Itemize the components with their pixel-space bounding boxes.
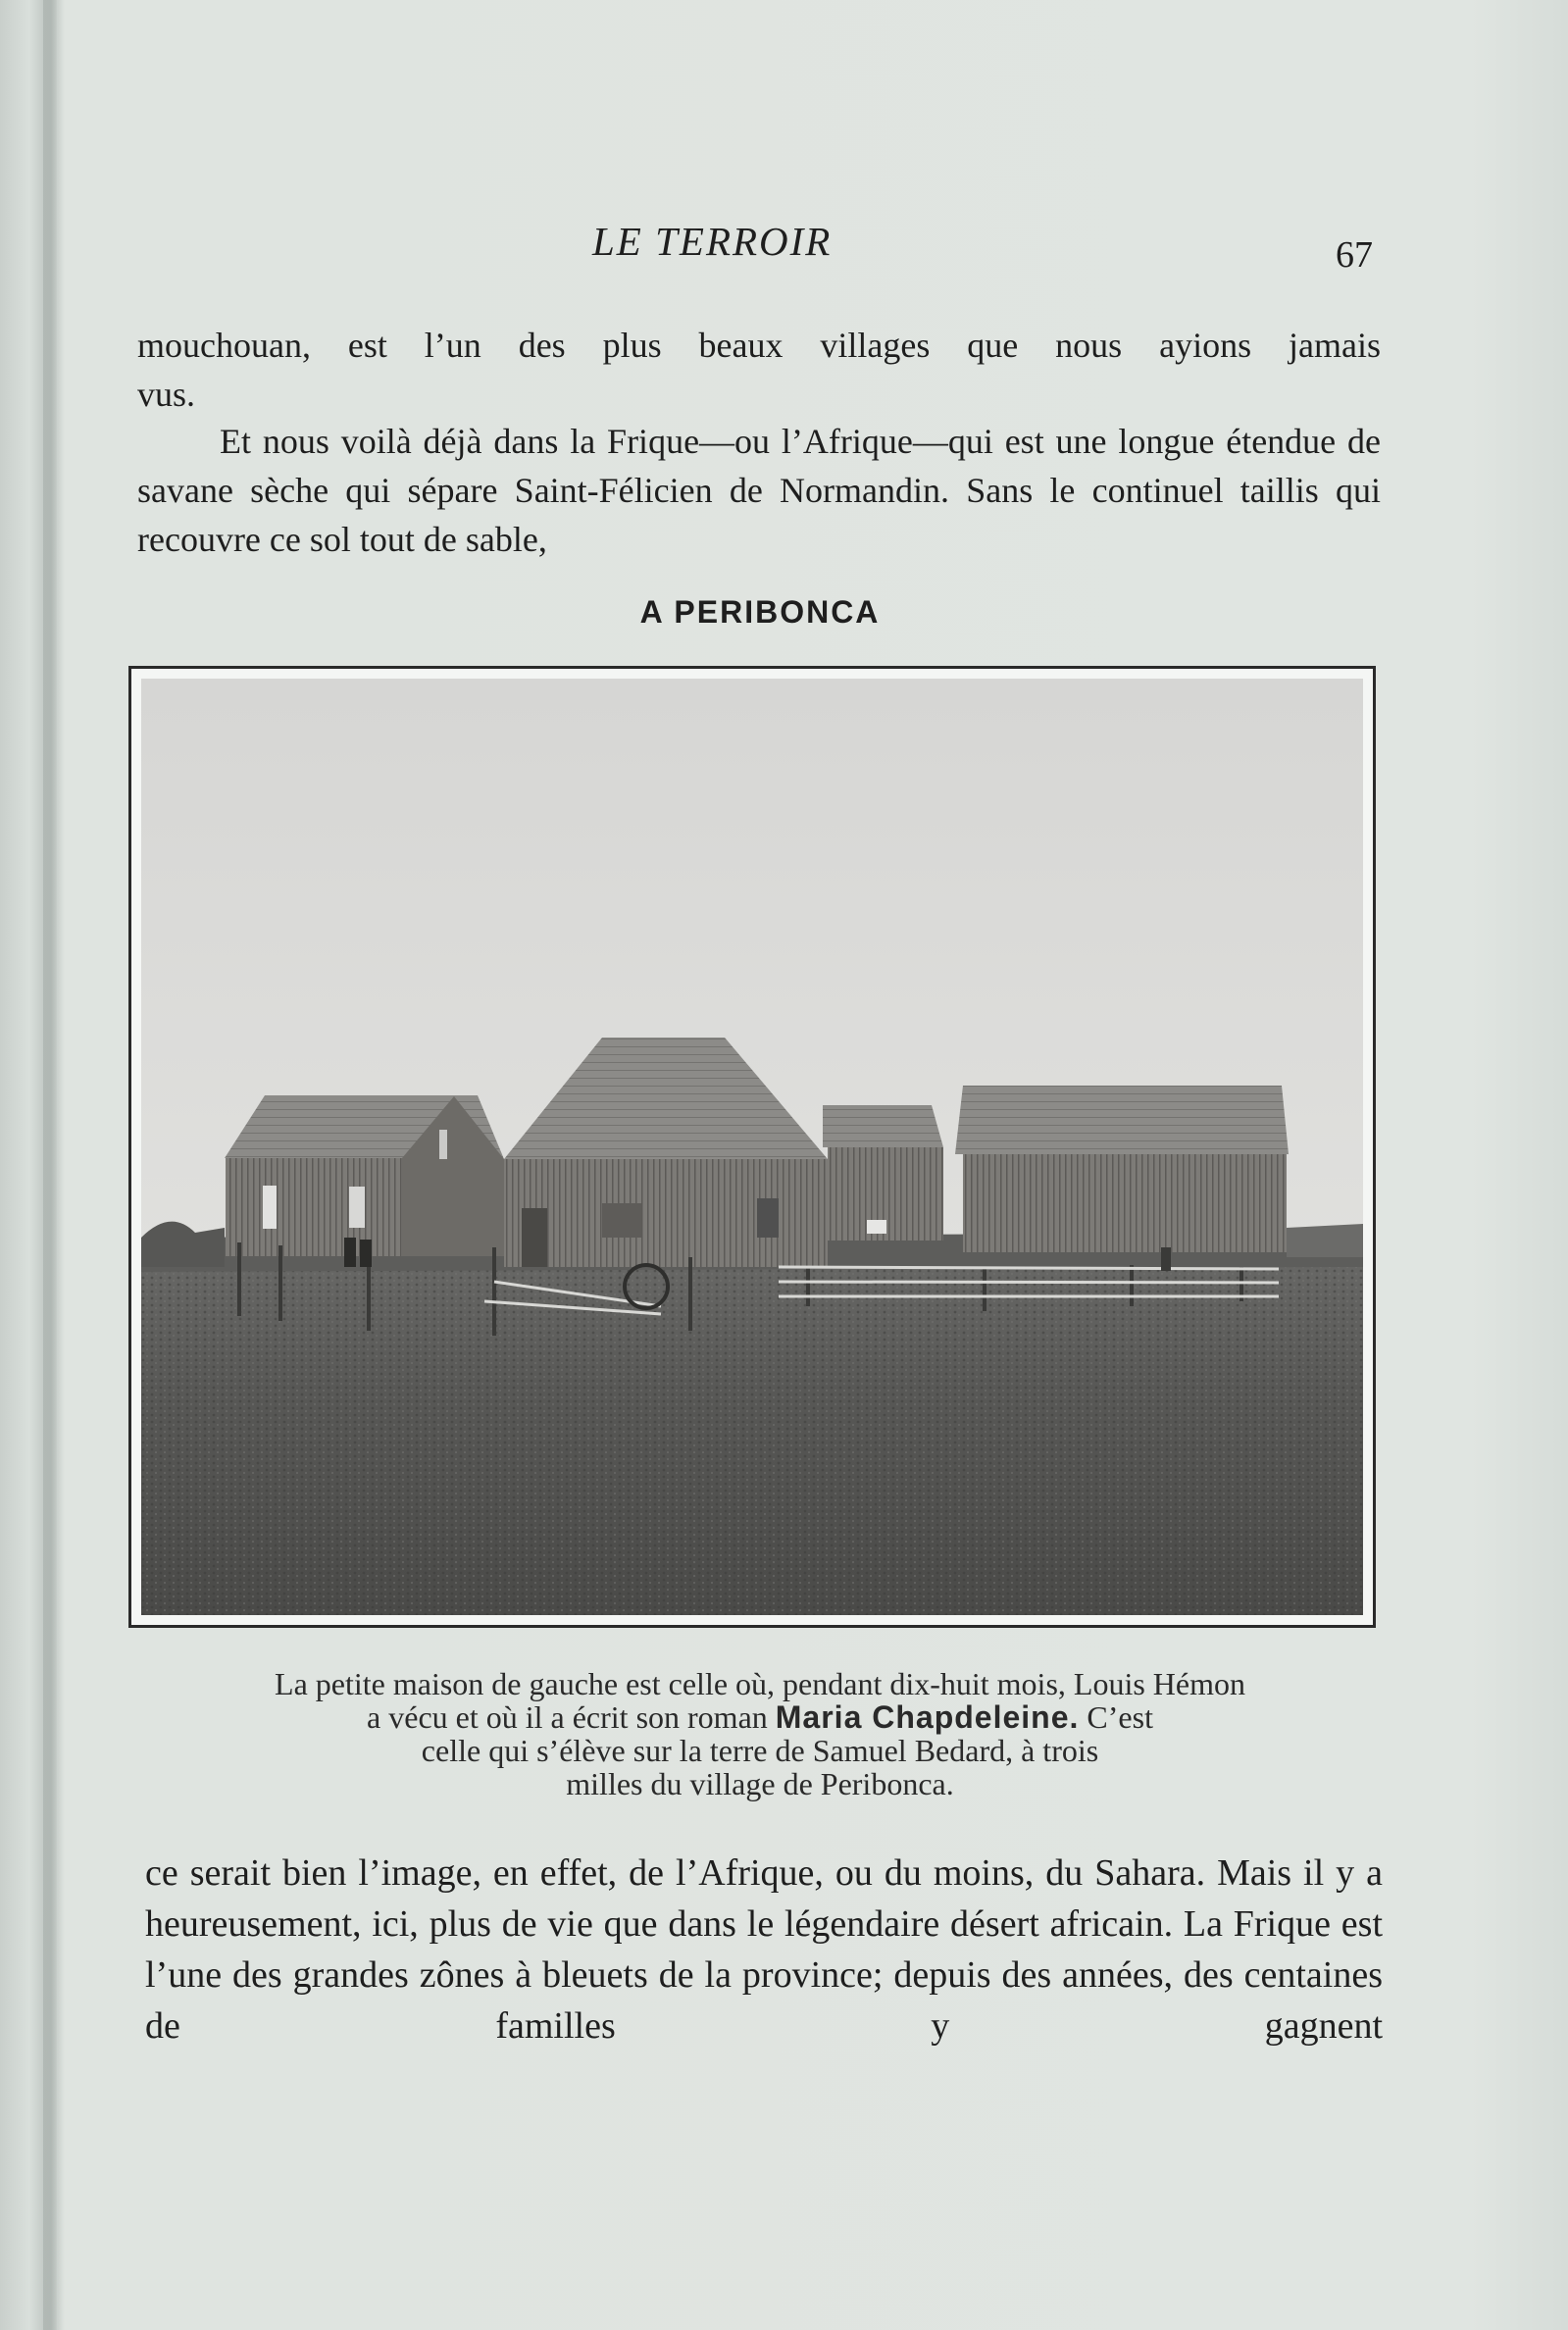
paragraph-continued-end (137, 370, 1381, 419)
barn-roof (955, 1086, 1289, 1154)
novel-title: Maria Chapdeleine. (775, 1699, 1080, 1735)
caption-line-1: La petite maison de gauche est celle où, pendant dix-huit mois, Louis Hémon (275, 1666, 1245, 1701)
caption-line-2-start: a vécu et où il a écrit son roman (367, 1699, 768, 1735)
caption-line-3: celle qui s’élève sur la terre de Samuel Bedard, à trois (421, 1733, 1099, 1768)
paragraph-1-line-1: mouchouan, est l’un des plus beaux villages que nous ayions jamais (137, 326, 1381, 365)
book-gutter-shadow (43, 0, 57, 2330)
paragraph-sahara: ce serait bien l’image, en effet, de l’Afrique, ou du moins, du Sahara. Mais il y a heureusement, ici, plus de vie que dans le légendaire désert africain. La Frique est l’une des grandes zônes à bleuets de la province; depuis des années, des centaines de familles y gagnent (145, 1852, 1383, 2047)
figure-title: A PERIBONCA (639, 594, 881, 630)
paragraph-continued (137, 321, 1381, 370)
paragraph-frique: Et nous voilà déjà dans la Frique—ou l’Afrique—qui est une longue étendue de savane sèche qui sépare Saint-Félicien de Normandin. Sans le continuel taillis qui recouvre ce sol tout de sable, (137, 422, 1381, 559)
caption-line-2 (137, 1700, 1383, 1734)
figure-caption (137, 1667, 1383, 1800)
farmhouse-photograph (141, 679, 1363, 1615)
photograph-frame (128, 666, 1376, 1628)
running-head: LE TERROIR (592, 219, 833, 264)
caption-line-4: milles du village de Peribonca. (566, 1766, 954, 1801)
paragraph-1-line-2: vus. (137, 375, 196, 414)
page-number: 67 (1336, 234, 1373, 276)
caption-line-2-end: C’est (1087, 1699, 1153, 1735)
